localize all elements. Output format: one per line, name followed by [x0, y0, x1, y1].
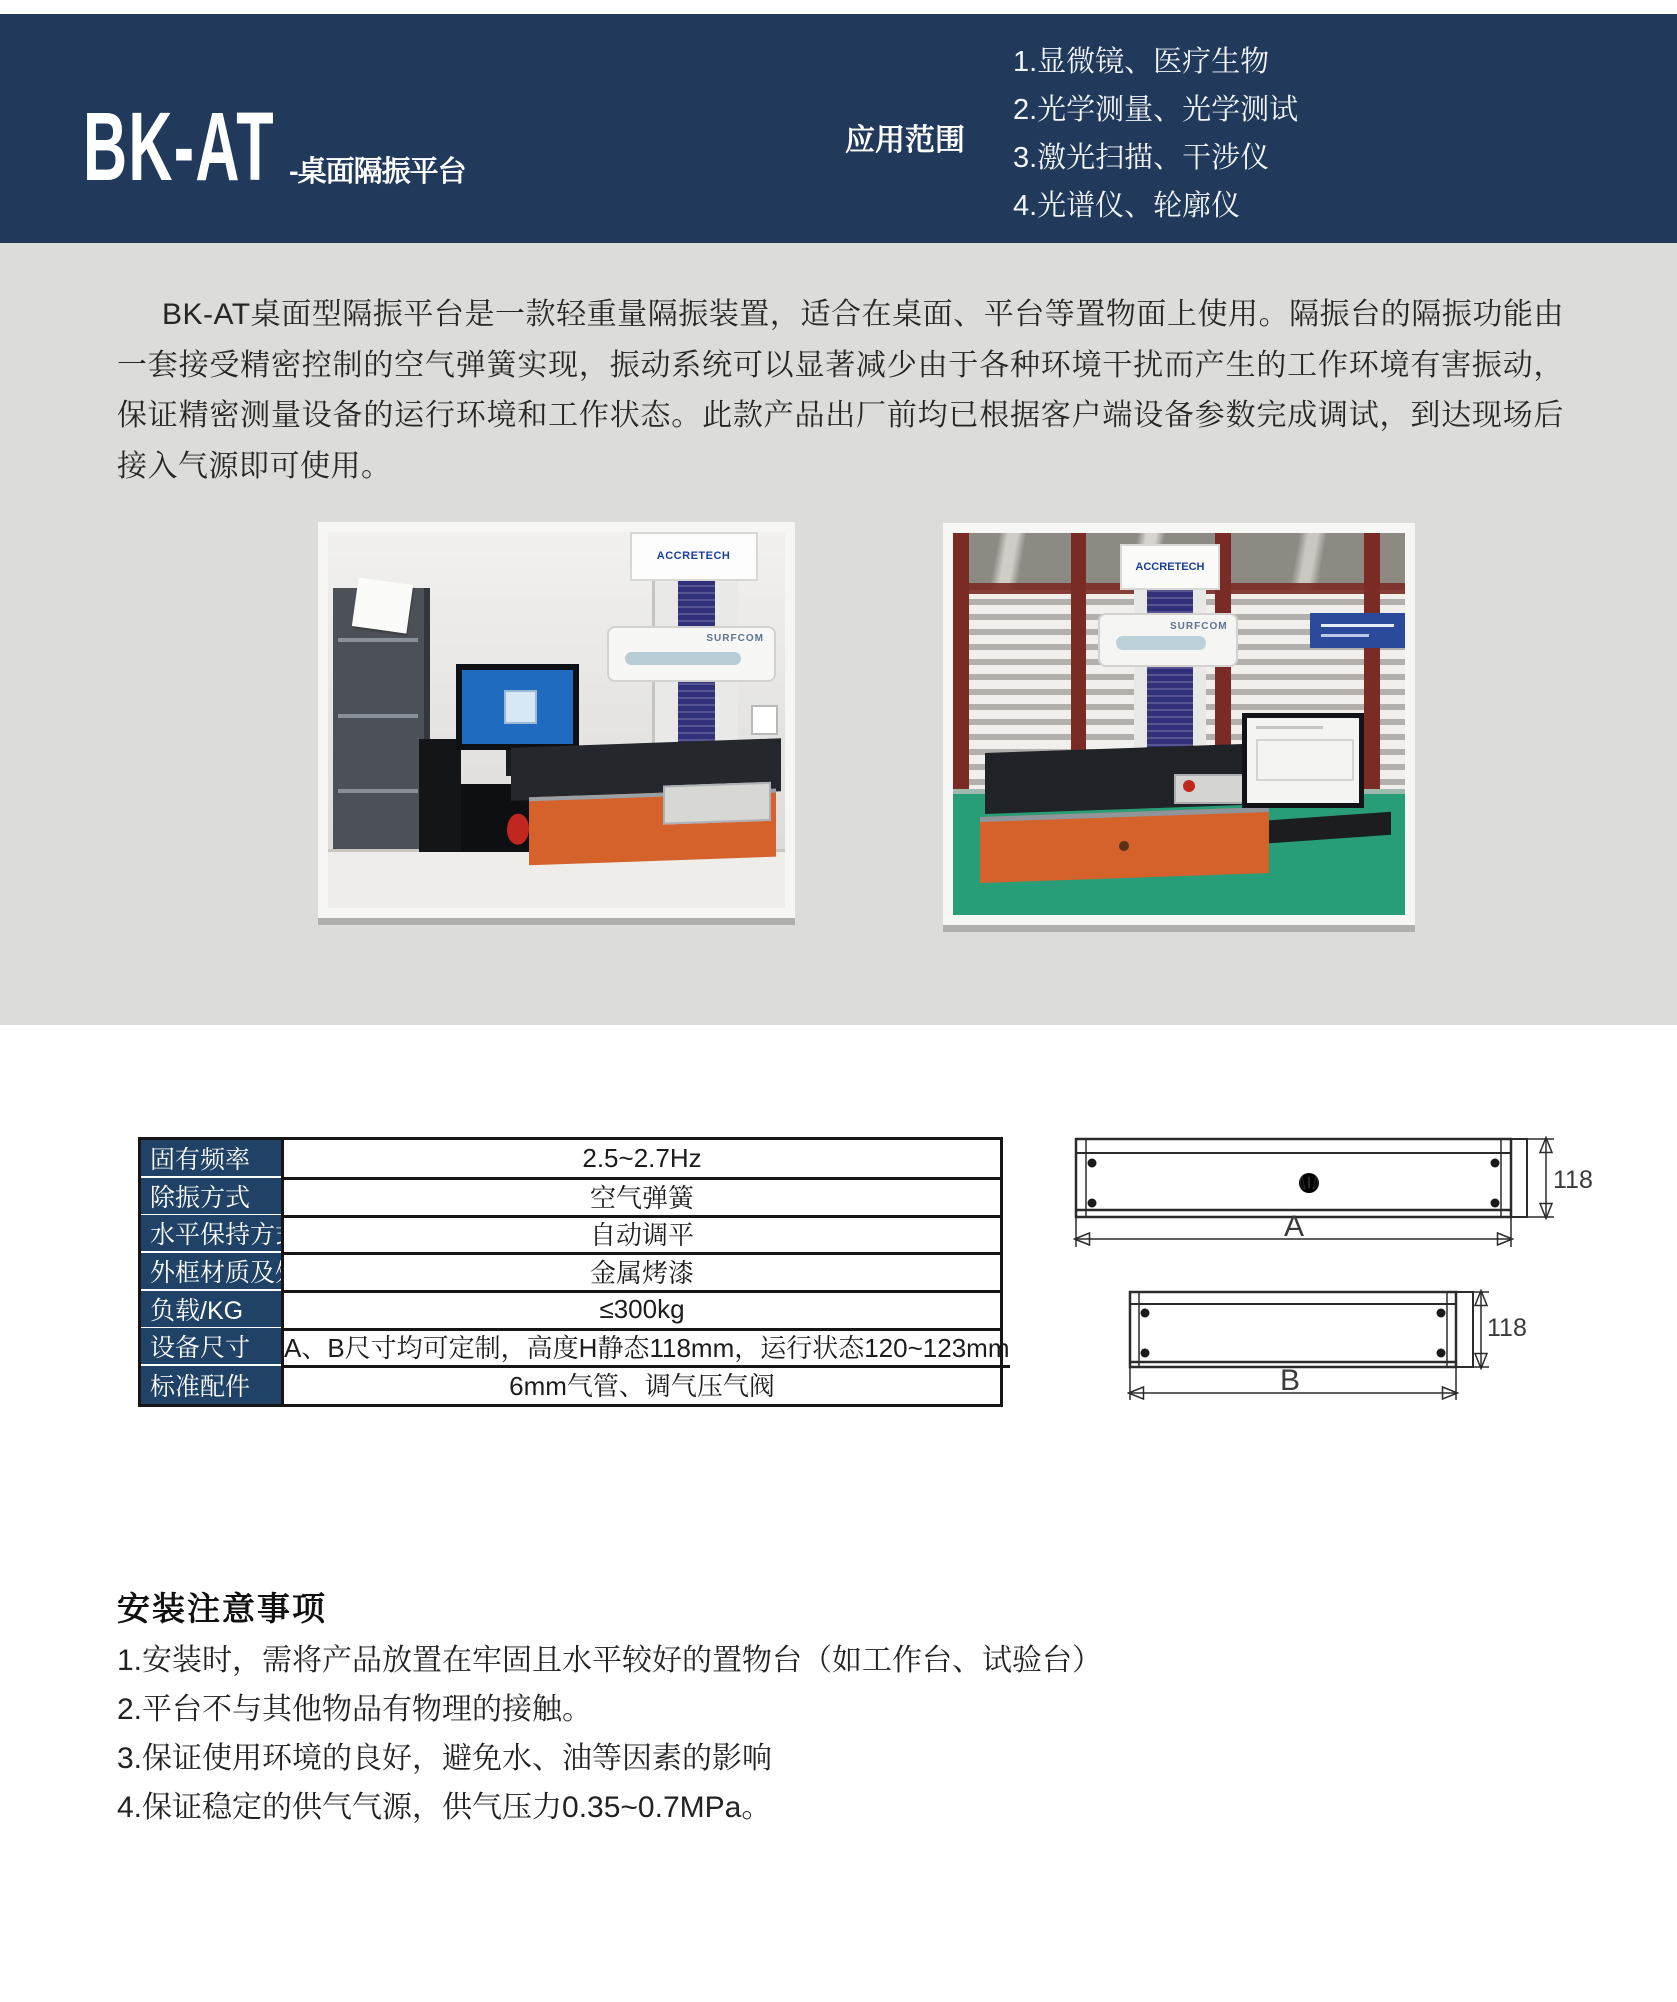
- measuring-head: [1098, 613, 1238, 666]
- intro-section: [0, 243, 1677, 1025]
- mount-dot: [1437, 1349, 1446, 1358]
- mount-dot: [1141, 1349, 1150, 1358]
- spec-value: 2.5~2.7Hz: [281, 1140, 1000, 1180]
- header-band: [0, 14, 1677, 243]
- storage-shelf: [333, 588, 430, 866]
- application-list: [1013, 38, 1298, 230]
- shelf-board: [338, 789, 418, 793]
- drawing-b: [1130, 1292, 1527, 1400]
- photo-left: [318, 522, 795, 918]
- monitor-screen: [462, 670, 573, 744]
- application-scope-label: 应用范围: [845, 124, 965, 157]
- photo-right-scene: [953, 533, 1405, 915]
- table-row: [141, 1366, 1000, 1404]
- spec-label: 除振方式: [141, 1178, 281, 1218]
- shelf-board: [338, 638, 418, 642]
- head-slot: [1116, 636, 1206, 650]
- measuring-head: [607, 626, 776, 682]
- install-note-item: 1.安装时，需将产品放置在牢固且水平较好的置物台（如工作台、试验台）: [117, 1644, 1103, 1677]
- spec-label: 固有频率: [141, 1140, 281, 1180]
- spec-label: 外框材质及处理: [141, 1253, 281, 1293]
- sign-line: [1321, 634, 1368, 637]
- height-dim-b: 118: [1487, 1314, 1527, 1342]
- table-row: [141, 1140, 1000, 1178]
- emergency-button: [1183, 780, 1195, 792]
- model-label: SURFCOM: [1170, 621, 1228, 633]
- screen-chart: [1256, 739, 1354, 781]
- application-item: 2.光学测量、光学测试: [1013, 94, 1299, 126]
- wall-outlet: [751, 705, 778, 735]
- air-valve-icon: [1299, 1173, 1319, 1193]
- spec-label: 负载/KG: [141, 1291, 281, 1331]
- sign-line: [1321, 624, 1393, 627]
- intro-paragraph: BK-AT桌面型隔振平台是一款轻重量隔振装置，适合在桌面、平台等置物面上使用。隔振台的隔振功能由一套接受精密控制的空气弹簧实现，振动系统可以显著减少由于各种环境干扰而产生的工作环境有害振动，保证精密测量设备的运行环境和工作状态。此款产品出厂前均已根据客户端设备参数完成调试，到达现场后接入气源即可使用。: [117, 298, 1564, 483]
- table-row: [141, 1253, 1000, 1291]
- brand-cap: ACCRETECH: [1120, 544, 1219, 590]
- paper-sign: [352, 577, 413, 633]
- head-slot: [625, 652, 741, 666]
- table-row: [141, 1215, 1000, 1253]
- install-notes-list: [117, 1636, 1102, 1832]
- install-note-item: 3.保证使用环境的良好，避免水、油等因素的影响: [117, 1742, 773, 1775]
- height-dim-a: 118: [1553, 1166, 1593, 1194]
- blue-sign: [1310, 613, 1405, 647]
- application-item: 4.光谱仪、轮廓仪: [1013, 190, 1241, 222]
- brand-cap: ACCRETECH: [630, 532, 758, 581]
- spec-label: 标准配件: [141, 1366, 281, 1404]
- table-row: [141, 1291, 1000, 1329]
- spec-value: ≤300kg: [281, 1291, 1000, 1331]
- control-keypad: [663, 782, 771, 825]
- width-dim-a: A: [1284, 1210, 1305, 1243]
- spec-value: 金属烤漆: [281, 1253, 1000, 1293]
- monitor-screen: [1247, 718, 1359, 804]
- mount-dot: [1437, 1309, 1446, 1318]
- spec-table: [138, 1137, 1010, 1407]
- panel-knob: [1119, 841, 1129, 851]
- computer-monitor: [456, 664, 579, 750]
- model-label: SURFCOM: [706, 633, 764, 645]
- install-note-item: 2.平台不与其他物品有物理的接触。: [117, 1693, 593, 1726]
- mount-dot: [1088, 1199, 1097, 1208]
- spec-value: 自动调平: [281, 1215, 1000, 1255]
- install-note-item: 4.保证稳定的供气气源，供气压力0.35~0.7MPa。: [117, 1791, 772, 1824]
- mount-dot: [1141, 1309, 1150, 1318]
- photo-left-scene: [328, 532, 785, 908]
- mount-dot: [1491, 1199, 1500, 1208]
- screen-line: [1256, 726, 1323, 729]
- application-item: 3.激光扫描、干涉仪: [1013, 142, 1270, 174]
- dimension-drawings: [1040, 1125, 1620, 1415]
- mount-dot: [1491, 1159, 1500, 1168]
- spec-label: 水平保持方式: [141, 1215, 281, 1255]
- photo-right: [943, 523, 1415, 925]
- table-row: [141, 1178, 1000, 1216]
- spec-value: 空气弹簧: [281, 1178, 1000, 1218]
- computer-monitor: [1242, 713, 1364, 809]
- install-notes-heading: 安装注意事项: [117, 1590, 327, 1627]
- mount-dot: [1088, 1159, 1097, 1168]
- product-title: BK-AT: [83, 92, 275, 201]
- spec-label: 设备尺寸: [141, 1328, 281, 1368]
- shelf-board: [338, 714, 418, 718]
- table-row: [141, 1328, 1010, 1366]
- spec-value: A、B尺寸均可定制，高度H静态118mm，运行状态120~123mm: [281, 1328, 1010, 1368]
- product-subtitle: -桌面隔振平台: [289, 156, 466, 188]
- drawing-a: [1076, 1139, 1593, 1247]
- window-frame-bar: [1364, 533, 1380, 808]
- isolator-orange-panel: [529, 789, 776, 866]
- desktop-logo: [504, 690, 537, 724]
- isolator-orange-panel: [980, 807, 1269, 883]
- spec-value: 6mm气管、调气压气阀: [281, 1366, 1000, 1404]
- application-item: 1.显微镜、医疗生物: [1013, 46, 1270, 78]
- pc-tower: [419, 739, 460, 852]
- window-frame-bar: [953, 533, 969, 808]
- width-dim-b: B: [1280, 1364, 1301, 1397]
